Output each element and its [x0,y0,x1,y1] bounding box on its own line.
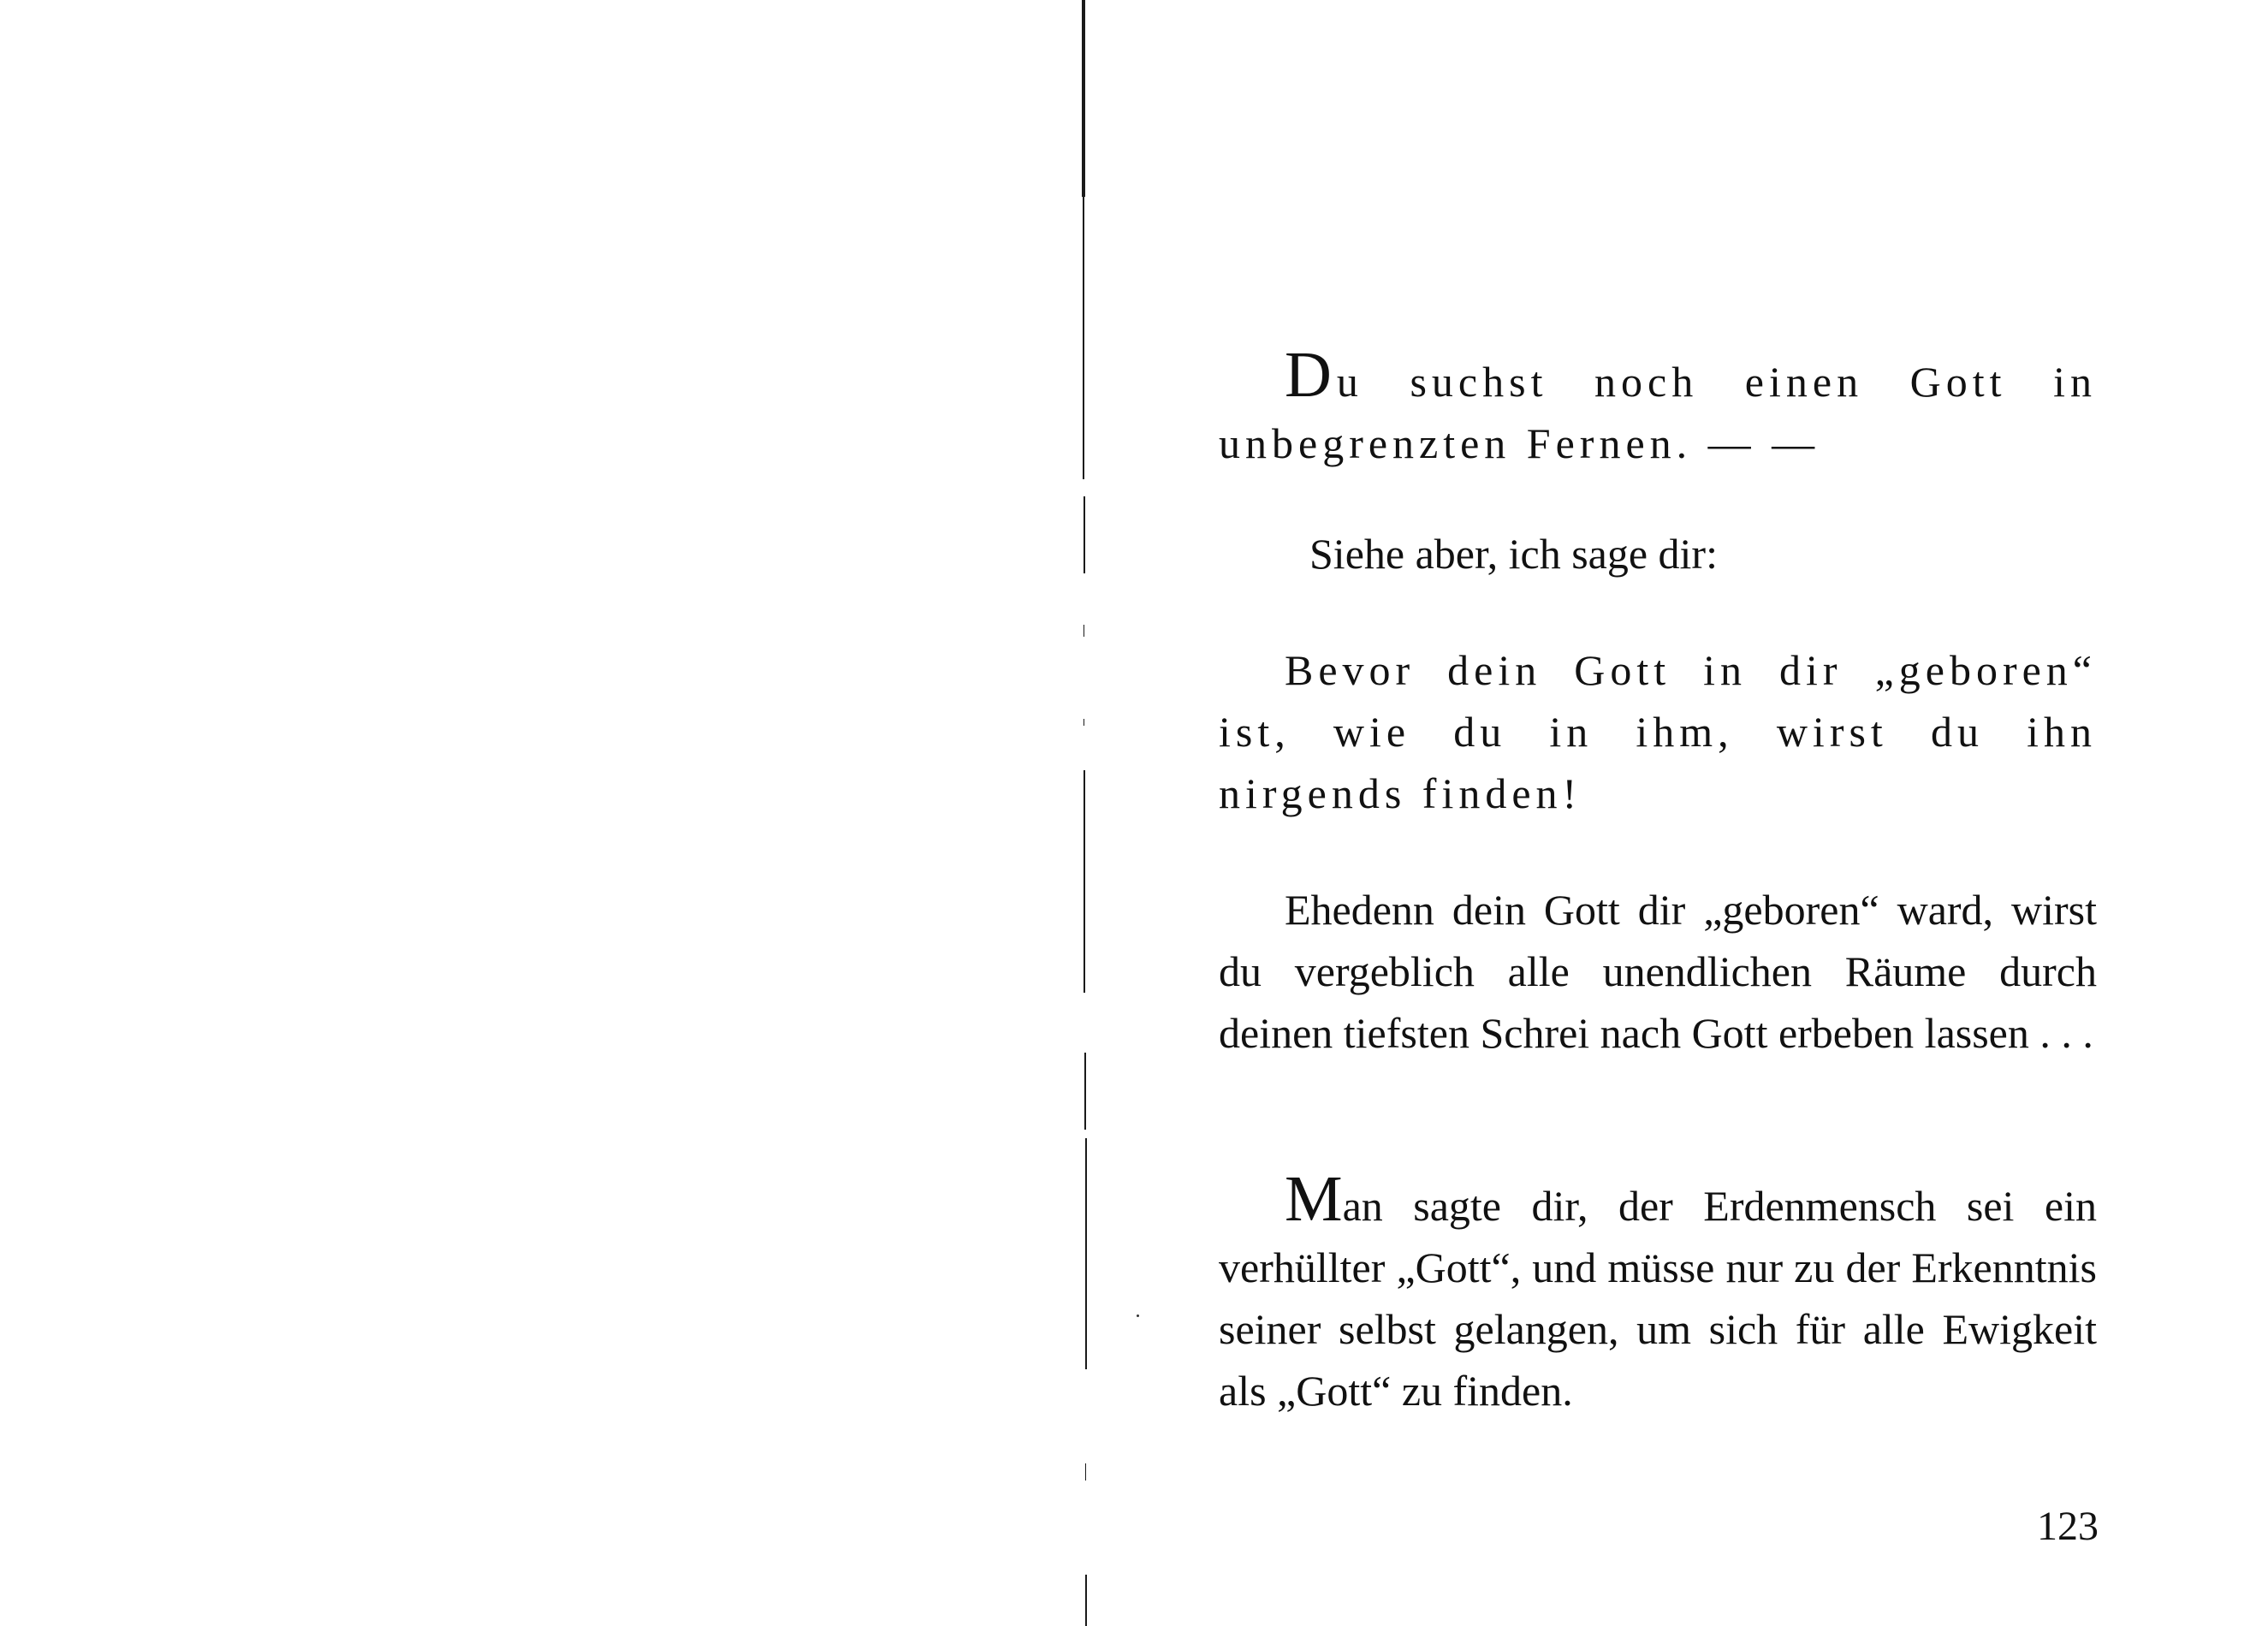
right-page [1104,0,2268,1626]
paragraph-1: Du suchst noch einen Gott in unbegrenzten Fernen. — — [1219,339,2097,467]
paragraph-4: Ehedenn dein Gott dir „geboren“ ward, wirst du vergeblich alle unendlichen Räume durch deinen tiefsten Schrei nach Gott erbeben lassen . . . [1219,886,2097,1057]
book-gutter [1080,0,1094,1626]
drop-initial: M [1285,1163,1343,1235]
left-blank-page [0,0,1087,1626]
paragraph-3: Bevor dein Gott in dir „geboren“ ist, wie du in ihm, wirst du ihn nirgends finden! [1219,646,2097,817]
paragraph-5: Man sagte dir, der Erdenmensch sei ein verhüllter „Gott“, und müsse nur zu der Erkenntnis seiner selbst gelangen, um sich für alle Ewigkeit als „Gott“ zu finden. [1219,1163,2097,1415]
body-text [1219,339,2097,1421]
drop-initial: D [1285,339,1337,411]
page-number: 123 [2037,1504,2099,1549]
paragraph-2: Siehe aber, ich sage dir: [1309,530,1718,578]
